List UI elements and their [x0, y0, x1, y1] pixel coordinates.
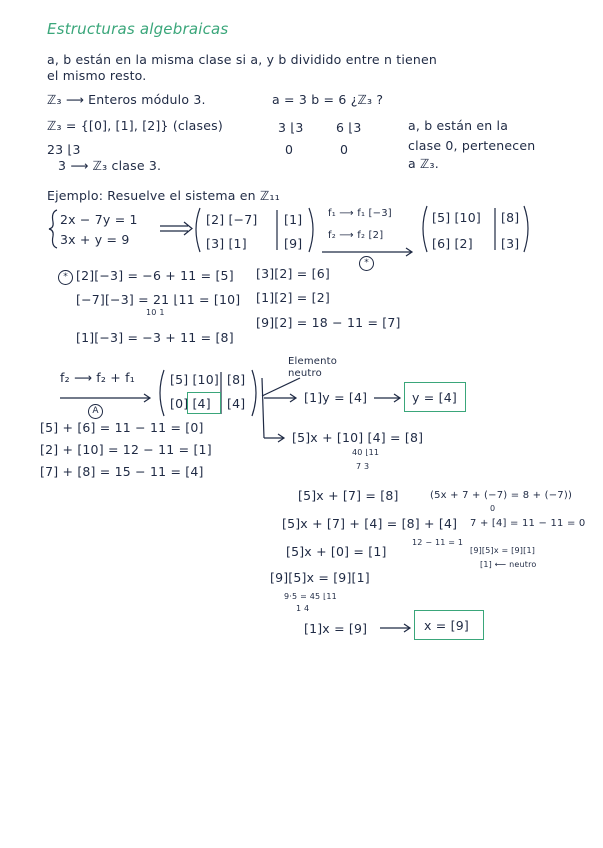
calc-3: [1][−3] = −3 + 11 = [8] — [76, 330, 234, 345]
pivot-box — [187, 392, 221, 414]
system-brace — [49, 210, 57, 248]
neutral-pointer — [262, 378, 300, 396]
z3-ab: a = 3 b = 6 ¿ℤ₃ ? — [272, 92, 384, 107]
v1-row-1: [1] — [284, 212, 303, 227]
branch-arrow-y — [262, 378, 296, 438]
calc-star: * — [58, 270, 73, 285]
sum-2: [2] + [10] = 12 − 11 = [1] — [40, 442, 212, 457]
v2-row-1: [8] — [501, 210, 520, 225]
div6: 6 ⌊3 — [336, 120, 362, 135]
calc-1: [2][−3] = −6 + 11 = [5] — [76, 268, 234, 283]
x-equation-5: [9][5]x = [9][1] — [270, 570, 370, 585]
op-arrow — [322, 248, 412, 256]
step2-v-row-1: [8] — [227, 372, 246, 387]
calc-2-sub: 10 1 — [146, 308, 165, 317]
op-row-1: f₁ ⟶ f₁ [−3] — [328, 208, 392, 219]
sum-3: [7] + [8] = 15 − 11 = [4] — [40, 464, 204, 479]
div3: 3 ⌊3 — [278, 120, 304, 135]
calc-2: [−7][−3] = 21 ⌊11 = [10] — [76, 292, 241, 307]
x-equation-2: [5]x + [7] = [8] — [298, 488, 399, 503]
matrix2-right-paren — [524, 206, 528, 252]
z3-classes: ℤ₃ = {[0], [1], [2]} (clases) — [47, 118, 223, 133]
x-sub-4: 1 4 — [296, 604, 310, 613]
x-side-note-4: [1] ⟵ neutro — [480, 560, 537, 569]
step2-m-row-1: [5] [10] — [170, 372, 219, 387]
star-label: * — [359, 256, 374, 271]
step2-v-row-2: [4] — [227, 396, 246, 411]
x-sub-3: 9·5 = 45 ⌊11 — [284, 592, 337, 601]
x-sub-1: 40 ⌊11 — [352, 448, 380, 457]
neutral-label-2: neutro — [288, 368, 322, 379]
rem6: 0 — [340, 142, 349, 157]
matrix1-left-paren — [196, 208, 200, 252]
z3-definition: ℤ₃ ⟶ Enteros módulo 3. — [47, 92, 206, 107]
m1-row-2: [3] [1] — [206, 236, 247, 251]
intro-line-2: el mismo resto. — [47, 68, 147, 83]
sum-1: [5] + [6] = 11 − 11 = [0] — [40, 420, 204, 435]
div23-a: 23 ⌊3 — [47, 142, 81, 157]
v1-row-2: [9] — [284, 236, 303, 251]
intro-line-1: a, b están en la misma clase si a, y b dividido entre n tienen — [47, 52, 438, 67]
page-title: Estructuras algebraicas — [47, 20, 229, 38]
step2-right-paren — [252, 370, 256, 416]
x-equation-6: [1]x = [9] — [304, 621, 368, 636]
matrix2-left-paren — [423, 206, 427, 252]
x-side-note: 7 + [4] = 11 − 11 = 0 — [470, 518, 586, 529]
step2-label: A — [88, 404, 103, 419]
y-result-arrow — [374, 394, 400, 402]
x-side-note-3: [9][5]x = [9][1] — [470, 546, 536, 555]
y-result: y = [4] — [412, 390, 457, 405]
x-equation-1: [5]x + [10] [4] = [8] — [292, 430, 424, 445]
x-equation-3: [5]x + [7] + [4] = [8] + [4] — [282, 516, 458, 531]
x-paren-sub: 0 — [490, 504, 496, 513]
m1-row-1: [2] [−7] — [206, 212, 258, 227]
m2-row-1: [5] [10] — [432, 210, 481, 225]
y-equation: [1]y = [4] — [304, 390, 368, 405]
step2-m-row-2: [0] [4] — [170, 396, 211, 411]
x-sub-2: 7 3 — [356, 462, 370, 471]
rem3: 0 — [285, 142, 294, 157]
x-side-note-2: 12 − 11 = 1 — [412, 538, 464, 547]
x-equation-4: [5]x + [0] = [1] — [286, 544, 387, 559]
equation-1: 2x − 7y = 1 — [60, 212, 138, 227]
note-line-2: clase 0, pertenecen — [408, 138, 536, 153]
calc-5: [1][2] = [2] — [256, 290, 330, 305]
calc-4: [3][2] = [6] — [256, 266, 330, 281]
matrix1-right-paren — [309, 208, 313, 252]
note-line-1: a, b están en la — [408, 118, 509, 133]
div23-b: 3 ⟶ ℤ₃ clase 3. — [58, 158, 162, 173]
implies-arrow — [160, 222, 192, 235]
step2-arrow — [60, 394, 150, 402]
note-line-3: a ℤ₃. — [408, 156, 439, 171]
branch-arrow-x — [264, 434, 284, 442]
step2-op: f₂ ⟶ f₂ + f₁ — [60, 370, 135, 385]
op-row-2: f₂ ⟶ f₂ [2] — [328, 230, 384, 241]
m2-row-2: [6] [2] — [432, 236, 473, 251]
v2-row-2: [3] — [501, 236, 520, 251]
neutral-label-1: Elemento — [288, 356, 338, 367]
x-paren: (5x + 7 + (−7) = 8 + (−7)) — [430, 490, 573, 501]
step2-left-paren — [160, 370, 164, 416]
calc-6: [9][2] = 18 − 11 = [7] — [256, 315, 401, 330]
x-result-arrow — [380, 624, 410, 632]
example-heading: Ejemplo: Resuelve el sistema en ℤ₁₁ — [47, 188, 280, 203]
x-result: x = [9] — [424, 618, 469, 633]
equation-2: 3x + y = 9 — [60, 232, 130, 247]
